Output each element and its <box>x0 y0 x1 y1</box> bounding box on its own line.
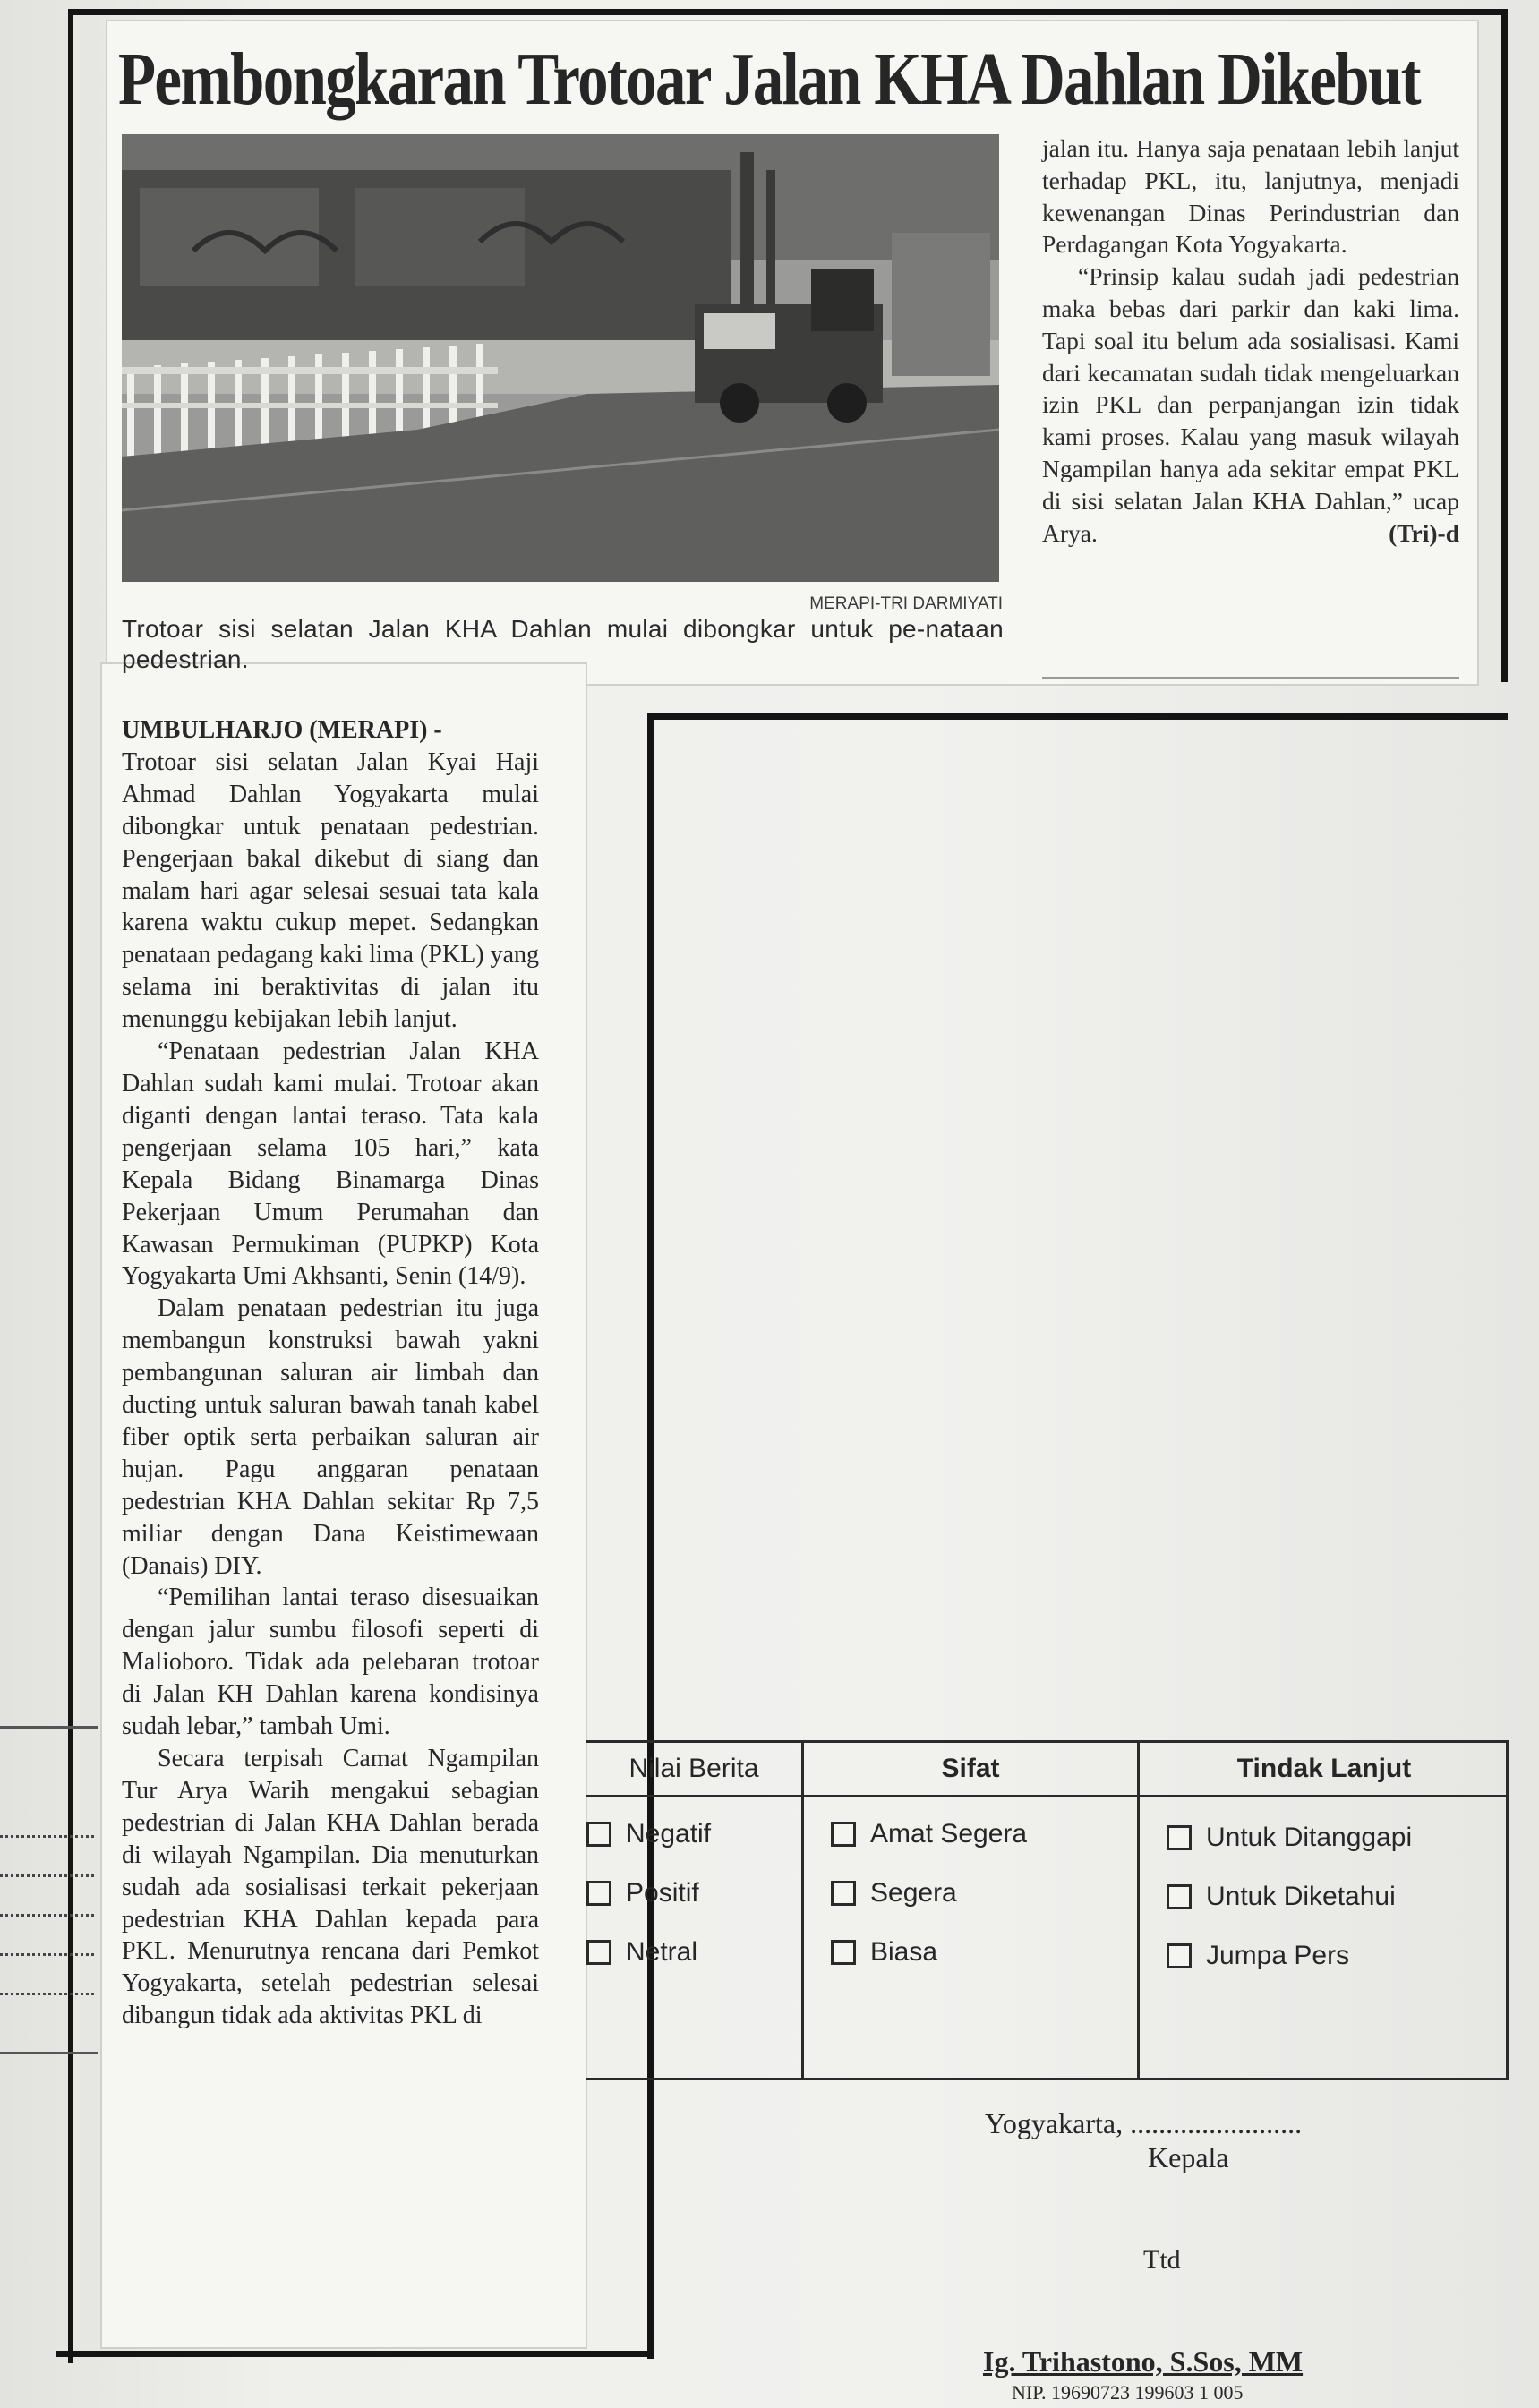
header-sifat: Sifat <box>804 1743 1137 1797</box>
checkbox[interactable] <box>1167 1884 1192 1909</box>
option-untuk-diketahui[interactable] <box>1167 1879 1396 1915</box>
checkbox[interactable] <box>586 1940 611 1965</box>
signature-name: Ig. Trihastono, S.Sos, MM <box>983 2345 1304 2378</box>
checkbox[interactable] <box>1167 1825 1192 1850</box>
form-dotted-line <box>0 1989 94 1995</box>
column-sifat <box>801 1743 1137 2078</box>
street-photo-illustration <box>122 134 999 582</box>
option-label: Untuk Ditanggapi <box>1206 1823 1413 1852</box>
option-biasa[interactable] <box>831 1934 937 1970</box>
checkbox[interactable] <box>831 1881 856 1906</box>
frame-line-top <box>70 9 1508 15</box>
headline: Pembongkaran Trotoar Jalan KHA Dahlan Dikebut <box>118 38 1420 121</box>
article-paragraph: Dalam penataan pedestrian itu juga membangun konstruksi bawah yakni pembangunan saluran air limbah dan ducting untuk saluran bawah tanah kabel fiber optik serta perbaikan saluran air hujan. Pagu anggaran penataan pedestrian KHA Dahlan sekitar Rp 7,5 miliar dengan Dana Keistimewaan (Danais) DIY. <box>122 1294 539 1580</box>
disposition-table <box>586 1740 1509 2080</box>
checkbox[interactable] <box>831 1822 856 1847</box>
option-label: Jumpa Pers <box>1206 1941 1350 1970</box>
signature-role: Kepala <box>1148 2141 1229 2173</box>
article-column-main <box>122 714 539 2032</box>
column-end-rule <box>1042 677 1459 679</box>
option-label: Segera <box>870 1878 957 1908</box>
frame-line-bottom <box>56 2351 654 2357</box>
form-dotted-line <box>0 1832 94 1838</box>
header-tindak-lanjut: Tindak Lanjut <box>1140 1743 1509 1797</box>
option-positif[interactable] <box>586 1875 699 1911</box>
option-netral[interactable] <box>586 1934 697 1970</box>
option-amat-segera[interactable] <box>831 1816 1027 1852</box>
option-label: Positif <box>626 1878 699 1908</box>
option-untuk-ditanggapi[interactable] <box>1167 1820 1412 1856</box>
option-label: Netral <box>626 1937 698 1967</box>
form-dotted-line <box>0 1871 94 1877</box>
option-label: Negatif <box>626 1819 712 1849</box>
article-column-right <box>1042 132 1459 549</box>
checkbox[interactable] <box>586 1881 611 1906</box>
frame-line-inner <box>647 713 654 2359</box>
column-tindak-lanjut <box>1137 1743 1509 2078</box>
photo-credit: MERAPI-TRI DARMIYATI <box>809 594 1003 613</box>
form-dotted-line <box>0 1910 94 1917</box>
article-paragraph: “Pemilihan lantai teraso disesuaikan dengan jalur sumbu filosofi seperti di Malioboro. Tidak ada pelebaran trotoar di Jalan KH Dahlan karena kondisinya sudah lebar,” tambah Umi. <box>122 1584 539 1741</box>
form-line <box>0 2052 98 2054</box>
article-paragraph: Secara terpisah Camat Ngampilan Tur Arya Warih mengakui sebagian pedestrian di Jalan KHA Dahlan berada di wilayah Ngampilan. Dia menuturkan sudah ada sosialisasi terkait pekerjaan pedestrian KHA Dahlan kepada para PKL. Menurutnya rencana dari Pemkot Yogyakarta, setelah pedestrian selesai dibangun tidak ada aktivitas PKL di <box>122 1745 539 2030</box>
frame-line-mid <box>650 713 1508 720</box>
article-paragraph: Trotoar sisi selatan Jalan Kyai Haji Ahmad Dahlan Yogyakarta mulai dibongkar untuk penataan pedestrian. Pengerjaan bakal dikebut di siang dan malam hari agar selesai sesuai tata kala karena waktu cukup mepet. Sedangkan penataan pedagang kaki lima (PKL) yang selama ini beraktivitas di jalan itu menunggu kebijakan lebih lanjut. <box>122 747 539 1034</box>
signature-place: Yogyakarta, ........................ <box>985 2107 1303 2139</box>
photo-caption: Trotoar sisi selatan Jalan KHA Dahlan mulai dibongkar untuk pe-nataan pedestrian. <box>122 615 1004 673</box>
byline: (Tri)-d <box>1389 518 1459 547</box>
checkbox[interactable] <box>831 1940 856 1965</box>
option-jumpa-pers[interactable] <box>1167 1938 1349 1974</box>
signature-nip: NIP. 19690723 199603 1 005 <box>1012 2381 1244 2404</box>
article-right-paragraph: “Prinsip kalau sudah jadi pedestrian maka bebas dari parkir dan kaki lima. Tapi soal itu belum ada sosialisasi. Kami dari kecamatan sudah tidak mengeluarkan izin PKL dan perpanjangan izin tidak kami proses. Kalau yang masuk wilayah Ngampilan hanya ada sekitar empat PKL di sisi selatan Jalan KHA Dahlan,” ucap Arya. <box>1042 262 1459 547</box>
header-nilai-berita: Nilai Berita <box>586 1743 801 1797</box>
article-right-paragraph: jalan itu. Hanya saja penataan lebih lanjut terhadap PKL, itu, lanjutnya, menjadi kewenangan Dinas Perindustrian dan Perdagangan Kota Yogyakarta. <box>1042 134 1459 259</box>
frame-line-right <box>1501 9 1508 682</box>
option-label: Biasa <box>870 1937 938 1967</box>
option-segera[interactable] <box>831 1875 957 1911</box>
news-photo <box>122 134 999 582</box>
option-label: Amat Segera <box>870 1819 1028 1849</box>
column-nilai-berita <box>586 1743 801 2078</box>
option-negatif[interactable] <box>586 1816 711 1852</box>
article-paragraph: “Penataan pedestrian Jalan KHA Dahlan sudah kami mulai. Trotoar akan diganti dengan lantai teraso. Tata kala pengerjaan selama 105 hari,” kata Kepala Bidang Binamarga Dinas Pekerjaan Umum Perumahan dan Kawasan Permukiman (PUPKP) Kota Yogyakarta Umi Akhsanti, Senin (14/9). <box>122 1037 539 1291</box>
dateline: UMBULHARJO (MERAPI) - <box>122 716 442 744</box>
frame-line-left <box>68 9 73 2363</box>
option-label: Untuk Diketahui <box>1206 1882 1396 1911</box>
form-dotted-line <box>0 1950 94 1956</box>
form-line <box>0 1726 98 1729</box>
checkbox[interactable] <box>1167 1943 1192 1968</box>
signature-ttd: Ttd <box>1143 2245 1181 2275</box>
checkbox[interactable] <box>586 1822 611 1847</box>
